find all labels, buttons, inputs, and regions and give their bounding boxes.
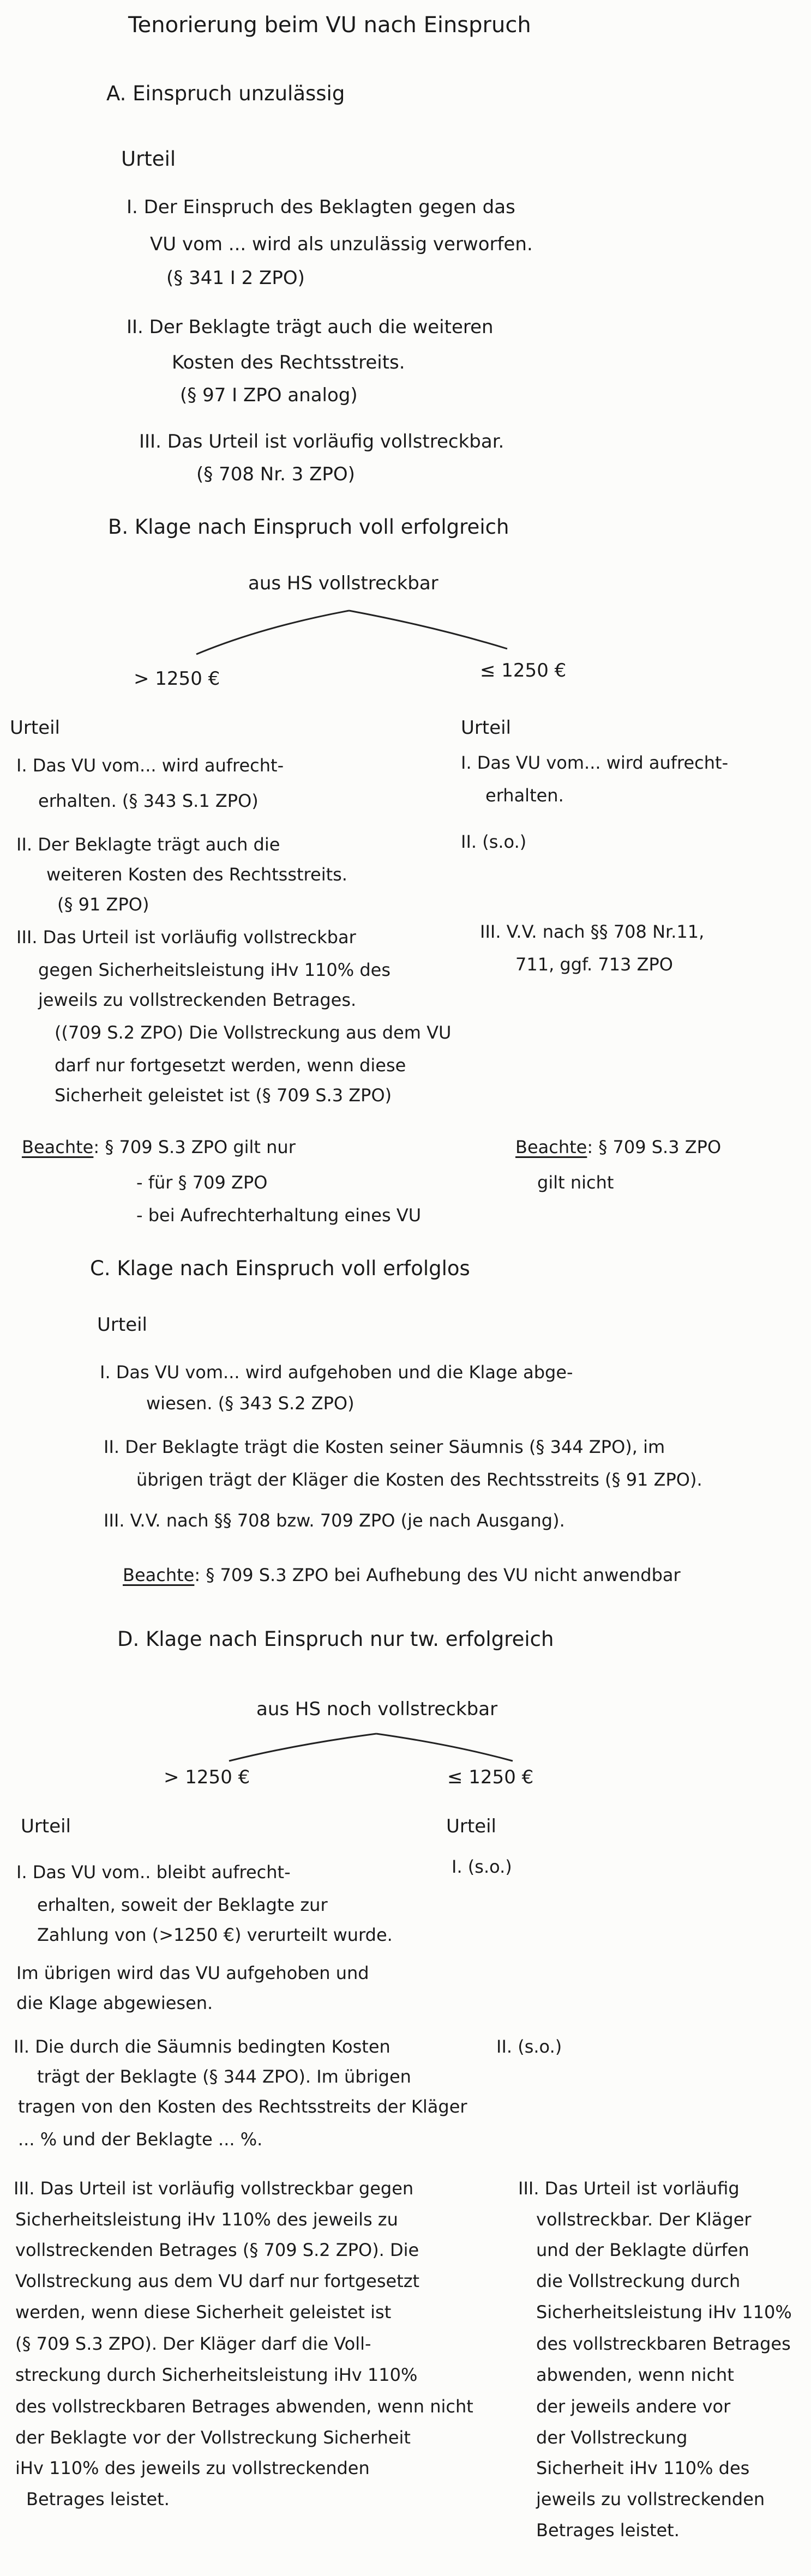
section-d-left-point-2: II. Die durch die Säumnis bedingten Kosten xyxy=(14,2036,391,2057)
section-d-left-point-3-line-3: vollstreckenden Betrages (§ 709 S.2 ZPO). Die xyxy=(15,2240,419,2260)
section-b-right-note-label: Beachte xyxy=(515,1137,587,1157)
section-d-heading: D. Klage nach Einspruch nur tw. erfolgreich xyxy=(117,1627,554,1651)
section-b-left-note-item-1: - für § 709 ZPO xyxy=(136,1172,268,1193)
section-b-right-point-1-line-2: erhalten. xyxy=(485,785,564,806)
page-title: Tenorierung beim VU nach Einspruch xyxy=(128,13,531,38)
section-b-left-urteil: Urteil xyxy=(10,717,61,739)
section-d-left-point-3: III. Das Urteil ist vorläufig vollstreckbar gegen xyxy=(14,2178,414,2199)
section-c-point-2-line-2: übrigen trägt der Kläger die Kosten des Rechtsstreits (§ 91 ZPO). xyxy=(136,1469,702,1490)
section-d-left-point-3-line-2: Sicherheitsleistung iHv 110% des jeweils zu xyxy=(15,2209,398,2230)
section-b-left-note-label: Beachte xyxy=(22,1137,94,1157)
section-b-left-point-3-line-3: jeweils zu vollstreckenden Betrages. xyxy=(38,990,357,1010)
section-d-left-point-3-line-5: werden, wenn diese Sicherheit geleistet ist xyxy=(15,2302,392,2322)
section-b-left-branch-label: > 1250 € xyxy=(134,668,220,690)
section-c-urteil: Urteil xyxy=(97,1314,148,1336)
section-d-left-urteil: Urteil xyxy=(21,1815,71,1837)
section-c-point-2: II. Der Beklagte trägt die Kosten seiner Säumnis (§ 344 ZPO), im xyxy=(104,1437,665,1457)
section-b-right-branch-label: ≤ 1250 € xyxy=(480,660,567,681)
section-b-left-note-item-2: - bei Aufrechterhaltung eines VU xyxy=(136,1205,422,1226)
section-d-left-point-3-line-9: der Beklagte vor der Vollstreckung Sicherheit xyxy=(15,2427,411,2448)
section-d-left-point-1: I. Das VU vom.. bleibt aufrecht- xyxy=(16,1862,291,1883)
section-d-right-point-1: I. (s.o.) xyxy=(452,1856,512,1877)
section-a-urteil: Urteil xyxy=(121,147,176,171)
section-d-left-point-1-line-4: Im übrigen wird das VU aufgehoben und xyxy=(16,1963,369,1983)
section-a-point-2-citation: (§ 97 I ZPO analog) xyxy=(180,384,358,406)
section-d-right-branch-label: ≤ 1250 € xyxy=(447,1766,534,1788)
section-d-subheading: aus HS noch vollstreckbar xyxy=(256,1698,498,1720)
section-d-right-point-3-line-7: abwenden, wenn nicht xyxy=(536,2364,734,2385)
section-b-left-point-2-citation: (§ 91 ZPO) xyxy=(57,894,149,915)
section-c-point-1: I. Das VU vom... wird aufgehoben und die Klage abge- xyxy=(100,1362,573,1383)
section-b-left-note xyxy=(22,1137,296,1157)
section-d-right-point-3: III. Das Urteil ist vorläufig xyxy=(518,2178,740,2199)
branch-line-d-right xyxy=(376,1734,513,1761)
section-d-left-point-2-line-2: trägt der Beklagte (§ 344 ZPO). Im übrigen xyxy=(37,2066,411,2087)
section-d-left-point-2-line-3: tragen von den Kosten des Rechtsstreits der Kläger xyxy=(18,2096,467,2117)
section-d-right-point-3-line-12: Betrages leistet. xyxy=(536,2520,680,2541)
section-d-left-point-3-line-7: streckung durch Sicherheitsleistung iHv 110% xyxy=(15,2364,418,2385)
section-b-right-point-2: II. (s.o.) xyxy=(461,831,527,852)
section-a-point-3: III. Das Urteil ist vorläufig vollstreckbar. xyxy=(139,431,504,453)
section-b-left-point-3-line-4: ((709 S.2 ZPO) Die Vollstreckung aus dem VU xyxy=(55,1022,452,1043)
section-a-point-3-citation: (§ 708 Nr. 3 ZPO) xyxy=(196,463,355,485)
branch-line-b-right xyxy=(349,611,507,649)
section-d-right-urteil: Urteil xyxy=(446,1815,497,1837)
section-d-left-point-1-line-3: Zahlung von (>1250 €) verurteilt wurde. xyxy=(37,1925,393,1945)
section-a-point-2-line-2: Kosten des Rechtsstreits. xyxy=(172,352,405,373)
section-b-subheading: aus HS vollstreckbar xyxy=(248,572,438,594)
section-b-left-note-text: : § 709 S.3 ZPO gilt nur xyxy=(93,1137,296,1157)
section-b-left-point-1: I. Das VU vom... wird aufrecht- xyxy=(16,755,284,776)
section-a-point-2: II. Der Beklagte trägt auch die weiteren xyxy=(127,316,494,338)
section-d-left-point-1-line-5: die Klage abgewiesen. xyxy=(16,1993,213,2013)
section-b-left-point-3-line-6: Sicherheit geleistet ist (§ 709 S.3 ZPO) xyxy=(55,1085,392,1106)
section-c-point-3: III. V.V. nach §§ 708 bzw. 709 ZPO (je nach Ausgang). xyxy=(104,1510,565,1531)
branch-line-b-left xyxy=(196,611,349,654)
section-c-heading: C. Klage nach Einspruch voll erfolglos xyxy=(90,1257,470,1280)
section-b-right-note-line-2: gilt nicht xyxy=(537,1172,614,1193)
section-d-right-point-3-line-2: vollstreckbar. Der Kläger xyxy=(536,2209,752,2230)
section-d-left-point-3-line-11: Betrages leistet. xyxy=(26,2489,170,2509)
section-a-heading: A. Einspruch unzulässig xyxy=(106,82,345,105)
section-d-right-point-3-line-9: der Vollstreckung xyxy=(536,2427,688,2448)
section-b-right-note-text: : § 709 S.3 ZPO xyxy=(587,1137,722,1157)
branch-line-d-left xyxy=(229,1734,376,1761)
section-c-note-text: : § 709 S.3 ZPO bei Aufhebung des VU nicht anwendbar xyxy=(194,1565,681,1585)
section-b-right-note xyxy=(515,1137,721,1157)
section-b-left-point-3-line-2: gegen Sicherheitsleistung iHv 110% des xyxy=(38,960,391,980)
section-b-heading: B. Klage nach Einspruch voll erfolgreich xyxy=(108,515,509,539)
section-c-note xyxy=(123,1565,681,1585)
section-d-left-point-3-line-6: (§ 709 S.3 ZPO). Der Kläger darf die Voll- xyxy=(15,2333,371,2354)
section-b-left-point-3-line-5: darf nur fortgesetzt werden, wenn diese xyxy=(55,1055,406,1076)
section-b-left-point-1-line-2: erhalten. (§ 343 S.1 ZPO) xyxy=(38,791,259,811)
section-a-point-1-line-2: VU vom ... wird als unzulässig verworfen. xyxy=(150,233,533,255)
section-d-left-point-3-line-10: iHv 110% des jeweils zu vollstreckenden xyxy=(15,2458,370,2478)
section-d-left-point-1-line-2: erhalten, soweit der Beklagte zur xyxy=(37,1895,328,1915)
section-d-right-point-3-line-3: und der Beklagte dürfen xyxy=(536,2240,749,2260)
section-c-note-label: Beachte xyxy=(123,1565,195,1585)
section-d-right-point-3-line-5: Sicherheitsleistung iHv 110% xyxy=(536,2302,792,2322)
section-d-left-point-3-line-4: Vollstreckung aus dem VU darf nur fortgesetzt xyxy=(15,2271,420,2291)
section-d-right-point-2: II. (s.o.) xyxy=(496,2036,562,2057)
section-b-left-point-2-line-2: weiteren Kosten des Rechtsstreits. xyxy=(46,864,347,885)
section-d-right-point-3-line-10: Sicherheit iHv 110% des xyxy=(536,2458,750,2478)
section-b-right-urteil: Urteil xyxy=(461,717,512,739)
section-d-left-branch-label: > 1250 € xyxy=(164,1766,250,1788)
section-d-right-point-3-line-6: des vollstreckbaren Betrages xyxy=(536,2333,791,2354)
section-d-right-point-3-line-8: der jeweils andere vor xyxy=(536,2396,731,2417)
section-c-point-1-line-2: wiesen. (§ 343 S.2 ZPO) xyxy=(146,1393,355,1414)
section-b-left-point-2: II. Der Beklagte trägt auch die xyxy=(16,834,280,855)
section-a-point-1-citation: (§ 341 I 2 ZPO) xyxy=(166,267,305,289)
section-b-left-point-3: III. Das Urteil ist vorläufig vollstreckbar xyxy=(16,927,356,948)
section-b-right-point-1: I. Das VU vom... wird aufrecht- xyxy=(461,752,729,773)
section-d-right-point-3-line-11: jeweils zu vollstreckenden xyxy=(536,2489,765,2509)
section-d-left-point-2-line-4: ... % und der Beklagte ... %. xyxy=(18,2129,263,2150)
section-d-left-point-3-line-8: des vollstreckbaren Betrages abwenden, wenn nicht xyxy=(15,2396,473,2417)
section-d-right-point-3-line-4: die Vollstreckung durch xyxy=(536,2271,741,2291)
section-b-right-point-3: III. V.V. nach §§ 708 Nr.11, xyxy=(480,921,705,942)
section-a-point-1: I. Der Einspruch des Beklagten gegen das xyxy=(127,196,515,218)
section-b-right-point-3-line-2: 711, ggf. 713 ZPO xyxy=(515,954,673,975)
